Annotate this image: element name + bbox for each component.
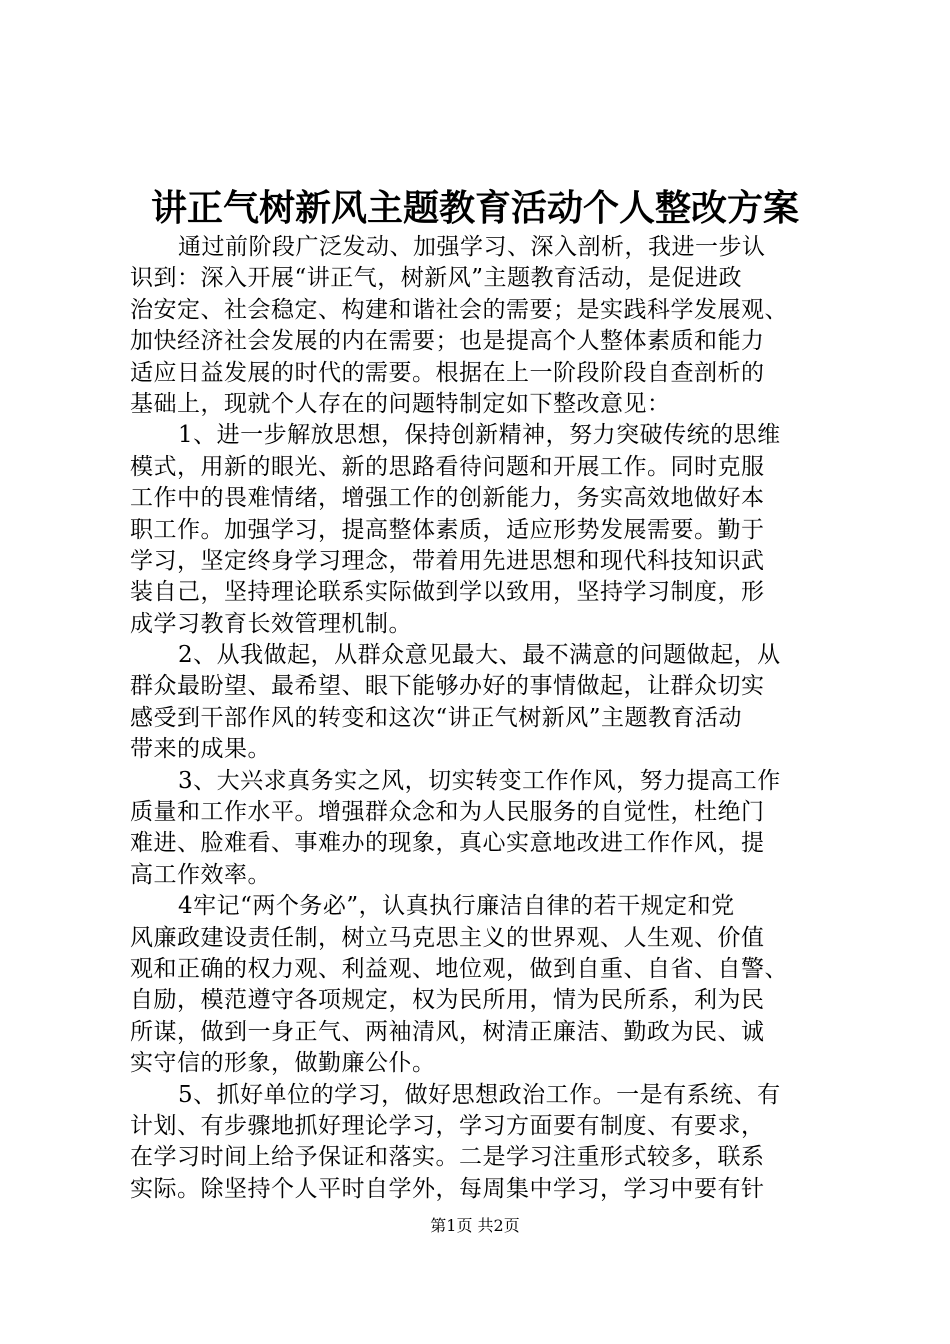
paragraph-line: 带来的成果。 xyxy=(130,736,271,763)
paragraph-line: 自励，模范遵守各项规定，权为民所用，情为民所系，利为民 xyxy=(130,987,765,1014)
paragraph-line: 群众最盼望、最希望、眼下能够办好的事情做起，让群众切实 xyxy=(130,673,765,700)
paragraph-line: 职工作。加强学习，提高整体素质，适应形势发展需要。勤于 xyxy=(130,516,765,543)
paragraph-line: 5、抓好单位的学习，做好思想政治工作。一是有系统、有 xyxy=(178,1081,781,1108)
document-title: 讲正气树新风主题教育活动个人整改方案 xyxy=(150,188,799,229)
paragraph-line: 工作中的畏难情绪，增强工作的创新能力，务实高效地做好本 xyxy=(130,485,765,512)
paragraph-line: 风廉政建设责任制，树立马克思主义的世界观、人生观、价值 xyxy=(130,924,765,951)
paragraph-line: 成学习教育长效管理机制。 xyxy=(130,610,412,637)
paragraph-line: 难进、脸难看、事难办的现象，真心实意地改进工作作风，提 xyxy=(130,830,765,857)
paragraph-line: 高工作效率。 xyxy=(130,861,271,888)
paragraph-line: 感受到干部作风的转变和这次“讲正气树新风”主题教育活动 xyxy=(130,704,743,731)
paragraph-line: 模式，用新的眼光、新的思路看待问题和开展工作。同时克服 xyxy=(130,453,765,480)
paragraph-line: 识到：深入开展“讲正气，树新风”主题教育活动，是促进政 xyxy=(130,265,743,292)
paragraph-line: 1、进一步解放思想，保持创新精神，努力突破传统的思维 xyxy=(178,422,781,449)
paragraph-line: 4牢记“两个务必”，认真执行廉洁自律的若干规定和党 xyxy=(178,893,735,920)
paragraph-line: 加快经济社会发展的内在需要；也是提高个人整体素质和能力 xyxy=(130,328,765,355)
paragraph-line: 学习，坚定终身学习理念，带着用先进思想和现代科技知识武 xyxy=(130,547,765,574)
paragraph-line: 所谋，做到一身正气、两袖清风，树清正廉洁、勤政为民、诚 xyxy=(130,1018,765,1045)
paragraph-line: 2、从我做起，从群众意见最大、最不满意的问题做起，从 xyxy=(178,642,781,669)
paragraph-line: 质量和工作水平。增强群众念和为人民服务的自觉性，杜绝门 xyxy=(130,799,765,826)
document-body xyxy=(130,232,830,1205)
paragraph-line: 实守信的形象，做勤廉公仆。 xyxy=(130,1050,436,1077)
paragraph-line: 通过前阶段广泛发动、加强学习、深入剖析，我进一步认 xyxy=(178,234,766,260)
paragraph-line: 3、大兴求真务实之风，切实转变工作作风，努力提高工作 xyxy=(178,767,781,794)
paragraph-line: 基础上，现就个人存在的问题特制定如下整改意见： xyxy=(130,390,671,417)
paragraph-line: 观和正确的权力观、利益观、地位观，做到自重、自省、自警、 xyxy=(130,955,788,982)
paragraph-line: 实际。除坚持个人平时自学外，每周集中学习，学习中要有针 xyxy=(130,1175,765,1202)
paragraph-line: 治安定、社会稳定、构建和谐社会的需要；是实践科学发展观、 xyxy=(130,296,788,323)
paragraph-line: 在学习时间上给予保证和落实。二是学习注重形式较多，联系 xyxy=(130,1144,765,1171)
paragraph-line: 装自己，坚持理论联系实际做到学以致用，坚持学习制度，形 xyxy=(130,579,765,606)
page-footer: 第1页 共2页 xyxy=(430,1216,520,1235)
paragraph-line: 适应日益发展的时代的需要。根据在上一阶段阶段自查剖析的 xyxy=(130,359,765,386)
paragraph-line: 计划、有步骤地抓好理论学习，学习方面要有制度、有要求， xyxy=(130,1112,765,1139)
